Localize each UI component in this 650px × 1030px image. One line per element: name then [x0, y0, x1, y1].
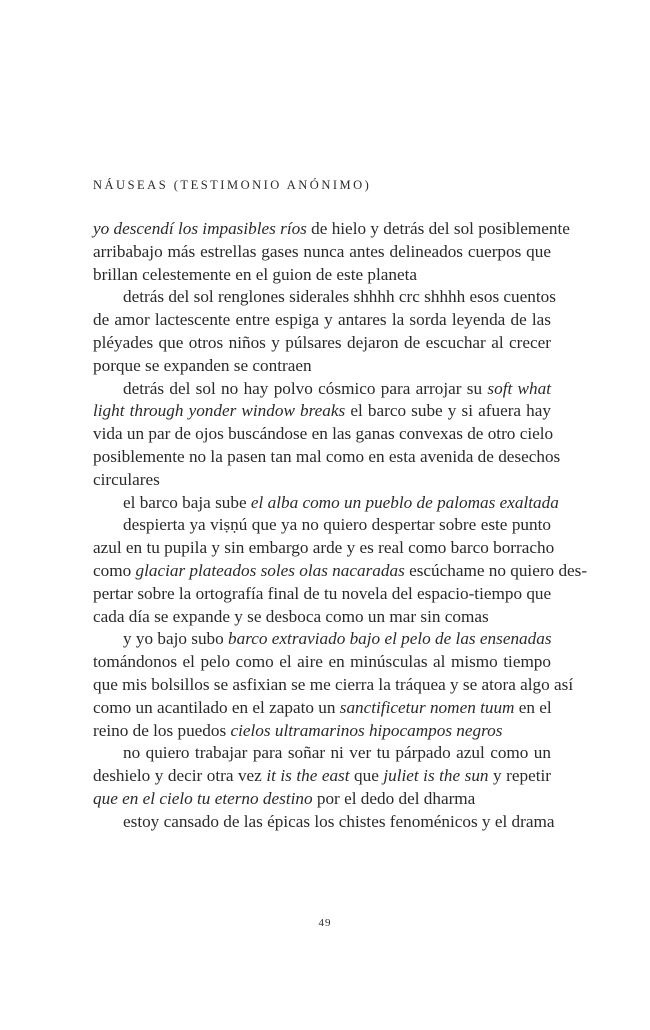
body-text: [93, 218, 588, 834]
text-line: [93, 628, 551, 651]
text-segment: y yo bajo subo: [123, 629, 229, 649]
text-segment: de amor lactescente entre espiga y antares la sorda leyenda de las: [93, 310, 551, 330]
text-line: [93, 514, 551, 537]
text-line: [93, 309, 551, 332]
text-line: [93, 332, 551, 355]
page-number: 49: [318, 917, 332, 929]
text-segment: despierta ya viṣṇú que ya no quiero despertar sobre este punto: [123, 515, 551, 535]
italic-phrase: barco extraviado bajo el pelo de las ensenadas: [228, 629, 552, 649]
text-segment: pertar sobre la ortografía final de tu novela del espacio-tiempo que: [93, 583, 552, 603]
italic-phrase: el alba como un pueblo de palomas exaltada: [250, 492, 559, 512]
text-line: [93, 264, 551, 287]
text-line: [93, 378, 551, 401]
text-line: [93, 765, 551, 788]
text-line: [93, 446, 561, 469]
text-line: [93, 286, 556, 309]
text-line: [93, 583, 551, 606]
text-segment: cada día se expande y se desboca como un mar sin comas: [93, 606, 489, 626]
text-segment: posiblemente no la pasen tan mal como en esta avenida de desechos: [93, 446, 561, 466]
text-segment: como: [93, 560, 136, 580]
text-line: [93, 788, 551, 811]
text-line: [93, 492, 559, 515]
text-segment: reino de los puedos: [93, 720, 231, 740]
text-segment: escúchame no quiero des-: [404, 560, 588, 580]
text-line: [93, 218, 570, 241]
text-segment: y repetir: [488, 766, 551, 786]
text-line: [93, 423, 554, 446]
text-line: [93, 742, 551, 765]
text-line: [93, 537, 555, 560]
text-segment: como un acantilado en el zapato un: [93, 697, 340, 717]
text-line: [93, 241, 551, 264]
text-segment: el barco baja sube: [123, 492, 251, 512]
italic-phrase: sanctificetur nomen tuum: [339, 697, 515, 717]
text-segment: azul en tu pupila y sin embargo arde y es real como barco borracho: [93, 538, 555, 558]
chapter-title: NÁUSEAS (TESTIMONIO ANÓNIMO): [93, 178, 372, 192]
text-line: [93, 651, 551, 674]
text-line: [93, 674, 574, 697]
italic-phrase: soft what: [487, 378, 551, 398]
text-segment: pléyades que otros niños y púlsares dejaron de escuchar al crecer: [93, 332, 551, 352]
italic-phrase: juliet is the sun: [383, 766, 489, 786]
text-segment: deshielo y decir otra vez: [93, 766, 267, 786]
text-segment: circulares: [93, 469, 160, 489]
text-segment: no quiero trabajar para soñar ni ver tu párpado azul como un: [123, 743, 551, 763]
italic-phrase: glaciar plateados soles olas nacaradas: [135, 560, 405, 580]
text-segment: detrás del sol renglones siderales shhhh crc shhhh esos cuentos: [123, 287, 556, 307]
italic-phrase: yo descendí los impasibles ríos: [93, 219, 307, 238]
text-line: [93, 811, 555, 834]
text-line: [93, 355, 551, 378]
text-segment: vida un par de ojos buscándose en las ganas convexas de otro cielo: [93, 424, 554, 444]
text-line: [93, 697, 551, 720]
italic-phrase: it is the east: [266, 766, 350, 786]
text-segment: arribabajo más estrellas gases nunca antes delineados cuerpos que: [93, 241, 551, 261]
text-segment: en el: [514, 697, 552, 717]
text-segment: que: [349, 766, 384, 786]
text-line: [93, 720, 551, 743]
italic-phrase: cielos ultramarinos hipocampos negros: [230, 720, 503, 740]
text-segment: que mis bolsillos se asfixian se me cierra la tráquea y se atora algo así: [93, 674, 574, 694]
italic-phrase: que en el cielo tu eterno destino: [93, 788, 313, 808]
text-segment: de hielo y detrás del sol posiblemente: [306, 219, 570, 238]
text-line: [93, 469, 551, 492]
text-segment: por el dedo del dharma: [312, 788, 476, 808]
text-segment: porque se expanden se contraen: [93, 355, 312, 375]
text-segment: el barco sube y si afuera hay: [345, 401, 551, 421]
text-segment: tomándonos el pelo como el aire en minúsculas al mismo tiempo: [93, 652, 551, 672]
text-segment: detrás del sol no hay polvo cósmico para arrojar su: [123, 378, 488, 398]
text-line: [93, 606, 551, 629]
text-line: [93, 400, 551, 423]
text-segment: estoy cansado de las épicas los chistes fenoménicos y el drama: [123, 811, 555, 831]
italic-phrase: light through yonder window breaks: [93, 401, 346, 421]
text-line: [93, 560, 588, 583]
text-segment: brillan celestemente en el guion de este planeta: [93, 264, 418, 284]
